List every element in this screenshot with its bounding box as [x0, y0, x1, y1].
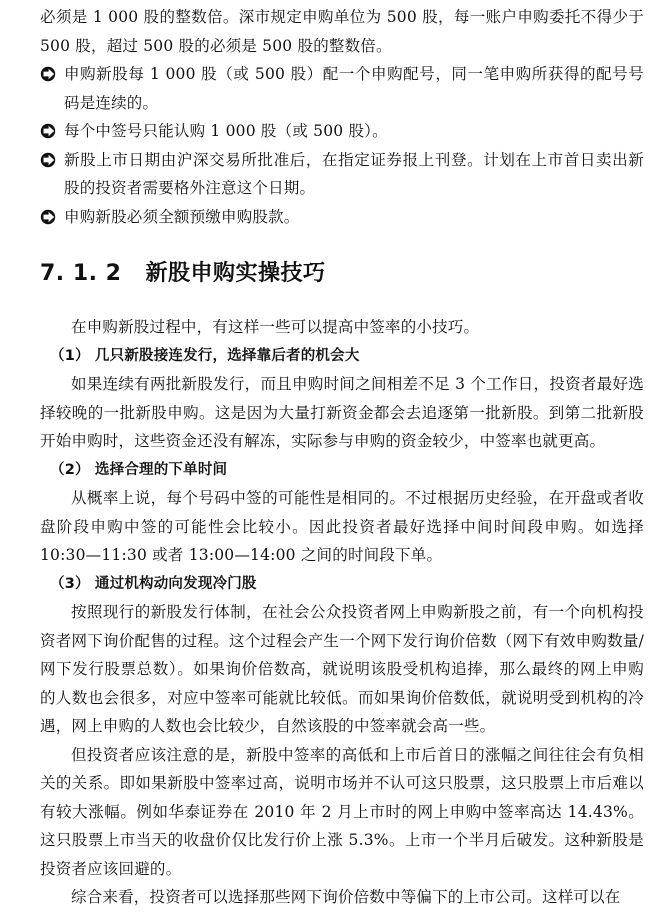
bullet-item — [40, 203, 644, 232]
lead-paragraph: 在申购新股过程中，有这样一些可以提高中签率的小技巧。 — [71, 318, 480, 336]
right-arrow-circle-icon — [40, 117, 64, 146]
intro-continuation-paragraph: 必须是 1 000 股的整数倍。深市规定申购单位为 500 股，每一账户申购委托不得少于 500 股，超过 500 股的必须是 500 股的整数倍。 — [40, 8, 644, 55]
section-number: 7. 1. 2 — [40, 261, 122, 286]
bullet-item — [40, 60, 644, 117]
right-arrow-circle-icon — [40, 146, 64, 175]
section-heading — [40, 259, 644, 289]
tip-paragraph: 但投资者应该注意的是，新股中签率的高低和上市后首日的涨幅之间往往会有负相关的关系。即如果新股中签率过高，说明市场并不认可这只股票，这只股票上市后难以有较大涨幅。例如华泰证券在 2010 年 2 月上市时的网上申购中签率高达 14.43%。这只股票上市当天的收盘价仅比发行价上涨 5.3%。上市一个半月后破发。这种新股是投资者应该回避的。 — [40, 745, 644, 878]
bullet-text: 每个中签号只能认购 1 000 股（或 500 股）。 — [64, 122, 388, 140]
right-arrow-circle-icon — [40, 203, 64, 232]
tip-heading: （2） 选择合理的下单时间 — [50, 461, 228, 478]
bullet-item — [40, 117, 644, 146]
bullet-text: 申购新股必须全额预缴申购股款。 — [64, 207, 300, 226]
bullet-text: 新股上市日期由沪深交易所批准后，在指定证券报上刊登。计划在上市首日卖出新股的投资者需要格外注意这个日期。 — [64, 150, 644, 197]
tip-heading: （1） 几只新股接连发行，选择靠后者的机会大 — [50, 347, 360, 364]
tip-heading: （3） 通过机构动向发现冷门股 — [50, 575, 257, 592]
tip-paragraph: 从概率上说，每个号码中签的可能性是相同的。不过根据历史经验，在开盘或者收盘阶段申购中签的可能性会比较小。因此投资者最好选择中间时间段申购。如选择 10:30—11:30 或者 13:00—14:00 之间的时间段下单。 — [40, 489, 644, 564]
bullet-text: 申购新股每 1 000 股（或 500 股）配一个申购配号，同一笔申购所获得的配号号码是连续的。 — [64, 65, 644, 112]
bullet-item — [40, 146, 644, 203]
tip-paragraph: 如果连续有两批新股发行，而且申购时间之间相差不足 3 个工作日，投资者最好选择较晚的一批新股申购。这是因为大量打新资金都会去追逐第一批新股。到第二批新股开始申购时，这些资金还没有解冻，实际参与申购的资金较少，中签率也就更高。 — [40, 375, 644, 450]
tip-paragraph: 综合来看，投资者可以选择那些网下询价倍数中等偏下的上市公司。这样可以在 — [71, 888, 621, 906]
tip-paragraph: 按照现行的新股发行体制，在社会公众投资者网上申购新股之前，有一个向机构投资者网下询价配售的过程。这个过程会产生一个网下发行询价倍数（网下有效申购数量/网下发行股票总数）。如果询价倍数高，就说明该股受机构追捧，那么最终的网上申购的人数也会很多，对应中签率可能就比较低。而如果询价倍数低，就说明受到机构的冷遇，网上申购的人数也会比较少，自然该股的中签率就会高一些。 — [40, 603, 644, 735]
section-title: 新股申购实操技巧 — [145, 261, 326, 286]
right-arrow-circle-icon — [40, 60, 64, 89]
